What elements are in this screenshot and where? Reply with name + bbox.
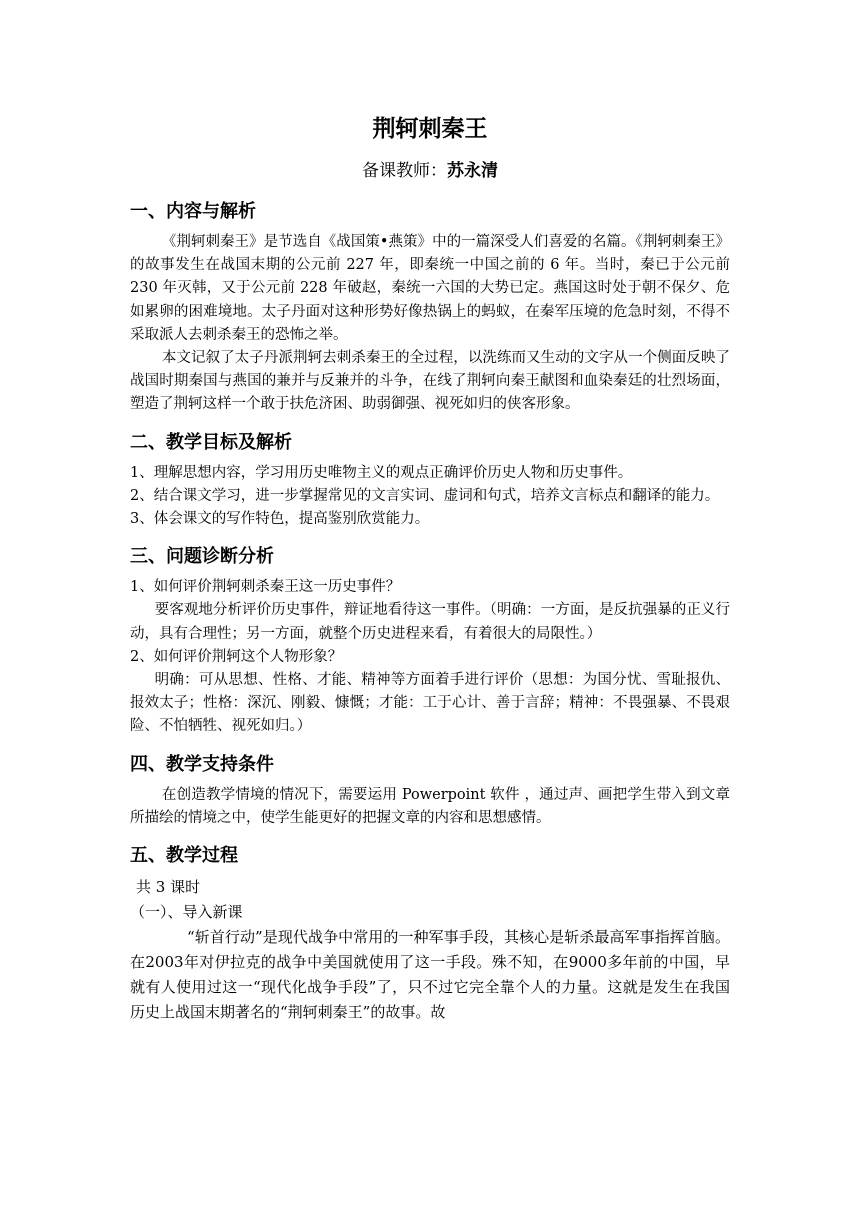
section-heading-support-conditions: 四、教学支持条件 [130,753,274,775]
paragraph: “斩首行动”是现代战争中常用的一种军事手段，其核心是斩杀最高军事指挥首脑。在2003年对伊拉克的战争中美国就使用了这一手段。殊不知，在9000多年前的中国，早就有人使用过这一“现代化战争手段”了，只不过它完全靠个人的力量。这就是发生在我国历史上战国末期著名的“荆轲刺秦王”的故事。故 [130,928,730,1022]
question-item: 1、如何评价荆轲刺杀秦王这一历史事件？ [130,579,401,596]
section-heading-problem-diagnosis: 三、问题诊断分析 [130,546,274,568]
teacher-line [130,158,730,184]
section-heading-content-analysis: 一、内容与解析 [130,201,256,222]
teacher-name: 苏永清 [447,161,498,181]
teaching-process-body [130,875,730,1025]
answer-paragraph: 明确：可从思想、性格、才能、精神等方面着手进行评价（思想：为国分忧、雪耻报仇、报效太子；性格：深沉、刚毅、慷慨；才能：工于心计、善于言辞；精神：不畏强暴、不畏艰险、不怕牺牲、视死如归。） [130,672,730,735]
list-item: 3、体会课文的写作特色，提高鉴别欣赏能力。 [130,511,430,528]
teacher-label: 备课教师： [362,161,447,181]
question-item: 2、如何评价荆轲这个人物形象？ [130,648,343,665]
list-item: 1、理解思想内容，学习用历史唯物主义的观点正确评价历史人物和历史事件。 [130,464,633,481]
section-heading-teaching-process: 五、教学过程 [130,845,238,867]
paragraph: 在创造教学情境的情况下，需要运用 Powerpoint 软件 ，通过声、画把学生带入到文章所描绘的情境之中，使学生能更好的把握文章的内容和思想感情。 [130,786,730,826]
document-page [130,112,730,1025]
document-title: 荆轲刺秦王 [372,116,488,142]
subsection-heading: （一）、导入新课 [130,903,243,922]
paragraph: 本文记叙了太子丹派荆轲去刺杀秦王的全过程，以洗练而又生动的文字从一个侧面反映了战国时期秦国与燕国的兼并与反兼并的斗争，在线了荆轲向秦王献图和血染秦廷的壮烈场面，塑造了荆轲这样一个敢于扶危济困、助弱御强、视死如归的侠客形象。 [130,350,730,413]
paragraph: 《荆轲刺秦王》是节选自《战国策•燕策》中的一篇深受人们喜爱的名篇。《荆轲刺秦王》的故事发生在战国末期的公元前 227 年，即秦统一中国之前的 6 年。当时，秦已于公元前 230 年灭韩，又于公元前 228 年破赵，秦统一六国的大势已定。燕国这时处于朝不保夕、危如累卵的困难境地。太子丹面对这种形势好像热锅上的蚂蚁，在秦军压境的危急时刻，不得不采取派人去刺杀秦王的恐怖之举。 [130,234,730,343]
answer-paragraph: 要客观地分析评价历史事件，辩证地看待这一事件。（明确：一方面，是反抗强暴的正义行动，具有合理性；另一方面，就整个历史进程来看，有着很大的局限性。） [130,602,730,642]
class-hours: 共 3 课时 [136,878,201,897]
section-heading-teaching-goals: 二、教学目标及解析 [130,431,292,453]
list-item: 2、结合课文学习，进一步掌握常见的文言实词、虚词和句式，培养文言标点和翻译的能力。 [130,487,720,504]
